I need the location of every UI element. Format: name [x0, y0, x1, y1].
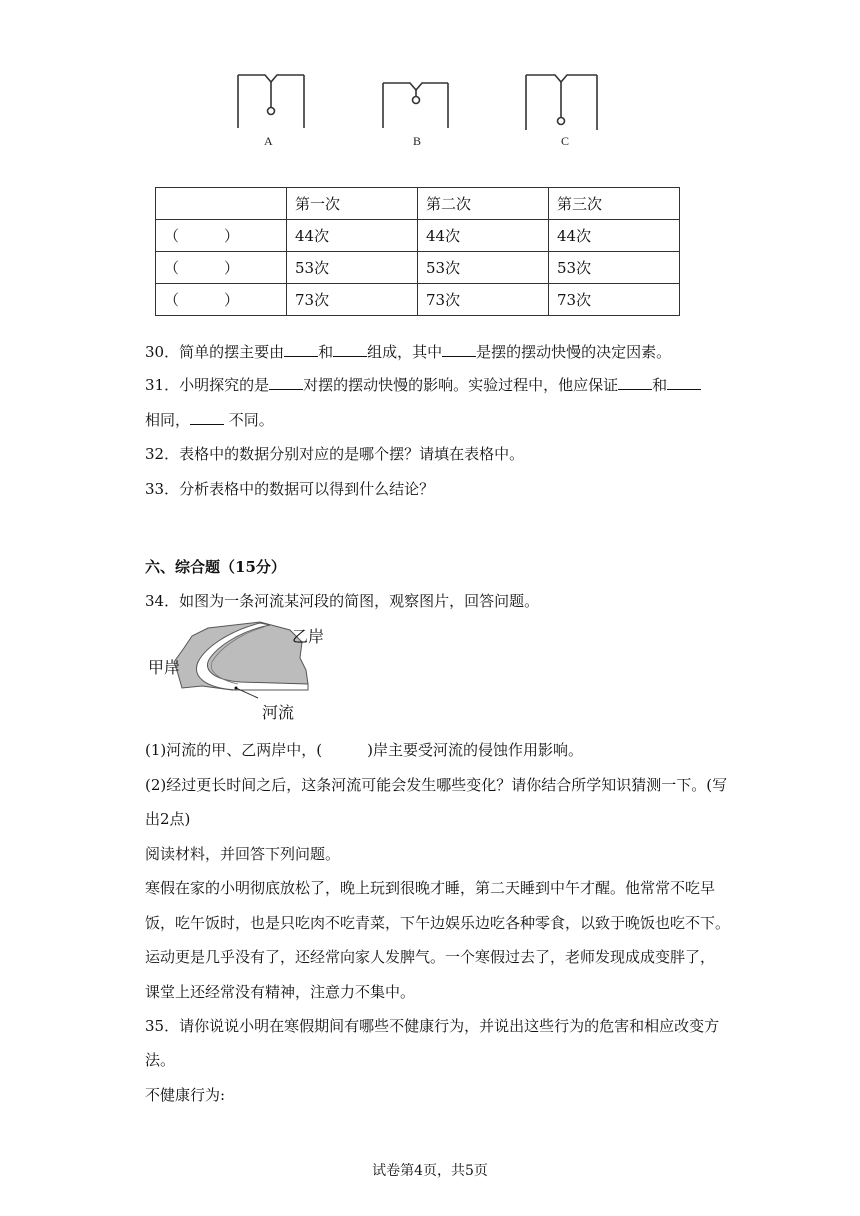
answer-blank[interactable] [618, 375, 652, 390]
answer-blank[interactable] [333, 342, 367, 357]
question-33: 33．分析表格中的数据可以得到什么结论？ [145, 480, 435, 498]
question-34-1: (1)河流的甲、乙两岸中，( )岸主要受河流的侵蚀作用影响。 [145, 741, 583, 759]
q30-text: 和 [318, 343, 334, 361]
table-row [156, 220, 680, 252]
answer-blank[interactable] [667, 375, 701, 390]
right-bank-label: 乙岸 [292, 627, 325, 646]
pendulum-label-c: C [561, 134, 570, 148]
q31-text: 和 [652, 376, 668, 394]
answer-blank[interactable] [442, 342, 476, 357]
unhealthy-behavior-label: 不健康行为: [145, 1086, 226, 1104]
question-31-line2 [145, 410, 274, 430]
table-cell: 44次 [418, 220, 549, 252]
q31-text: 对摆的摆动快慢的影响。实验过程中，他应保证 [303, 376, 619, 394]
table-cell: 53次 [418, 252, 549, 284]
reading-intro: 阅读材料，并回答下列问题。 [145, 845, 341, 863]
question-35-line2: 法。 [145, 1051, 176, 1069]
answer-blank[interactable] [284, 342, 318, 357]
pendulum-label-b: B [413, 134, 422, 148]
q31-text: 不同。 [224, 411, 274, 429]
passage-line: 寒假在家的小明彻底放松了，晚上玩到很晚才睡，第二天睡到中午才醒。他常常不吃早 [145, 879, 716, 897]
pendulum-c [526, 75, 597, 130]
question-34-2-line1: (2)经过更长时间之后，这条河流可能会发生哪些变化？请你结合所学知识猜测一下。(写 [145, 776, 728, 794]
section-heading: 六、综合题（15分） [145, 558, 286, 576]
answer-blank-cell[interactable]: （ ） [156, 252, 287, 284]
table-header-cell [156, 188, 287, 220]
q30-text: 30．简单的摆主要由 [145, 343, 285, 361]
table-row [156, 252, 680, 284]
table-cell: 53次 [549, 252, 680, 284]
page-footer: 试卷第4页，共5页 [372, 1163, 488, 1179]
passage-line: 课堂上还经常没有精神，注意力不集中。 [145, 983, 416, 1001]
passage-line: 饭，吃午饭时，也是只吃肉不吃青菜，下午边娱乐边吃各种零食，以致于晚饭也吃不下。 [145, 914, 731, 932]
answer-blank-cell[interactable]: （ ） [156, 220, 287, 252]
question-32: 32．表格中的数据分别对应的是哪个摆？请填在表格中。 [145, 445, 525, 463]
table-cell: 53次 [287, 252, 418, 284]
question-35-line1: 35．请你说说小明在寒假期间有哪些不健康行为，并说出这些行为的危害和相应改变方 [145, 1017, 720, 1035]
table-header-row [156, 188, 680, 220]
table-header-cell: 第二次 [418, 188, 549, 220]
passage-line: 运动更是几乎没有了，还经常向家人发脾气。一个寒假过去了，老师发现成成变胖了， [145, 948, 716, 966]
table-header-cell: 第一次 [287, 188, 418, 220]
q31-text: 31．小明探究的是 [145, 376, 270, 394]
table-cell: 44次 [287, 220, 418, 252]
pendulum-b [383, 83, 448, 128]
answer-blank-cell[interactable]: （ ） [156, 284, 287, 316]
q30-text: 组成，其中 [367, 343, 443, 361]
table-cell: 73次 [549, 284, 680, 316]
q31-text: 相同， [145, 411, 191, 429]
table-cell: 73次 [418, 284, 549, 316]
table-cell: 44次 [549, 220, 680, 252]
pendulum-a [238, 75, 304, 128]
table-row [156, 284, 680, 316]
left-bank-label: 甲岸 [148, 658, 181, 677]
question-31-line1 [145, 375, 701, 395]
q30-text: 是摆的摆动快慢的决定因素。 [476, 343, 672, 361]
question-30 [145, 342, 671, 362]
table-header-cell: 第三次 [549, 188, 680, 220]
question-34: 34．如图为一条河流某河段的简图，观察图片，回答问题。 [145, 592, 540, 610]
question-34-2-line2: 出2点) [145, 810, 191, 828]
table-cell: 73次 [287, 284, 418, 316]
swing-count-table [155, 187, 680, 316]
river-label: 河流 [262, 703, 295, 722]
answer-blank[interactable] [190, 410, 224, 425]
pendulum-label-a: A [264, 134, 273, 148]
answer-blank[interactable] [269, 375, 303, 390]
